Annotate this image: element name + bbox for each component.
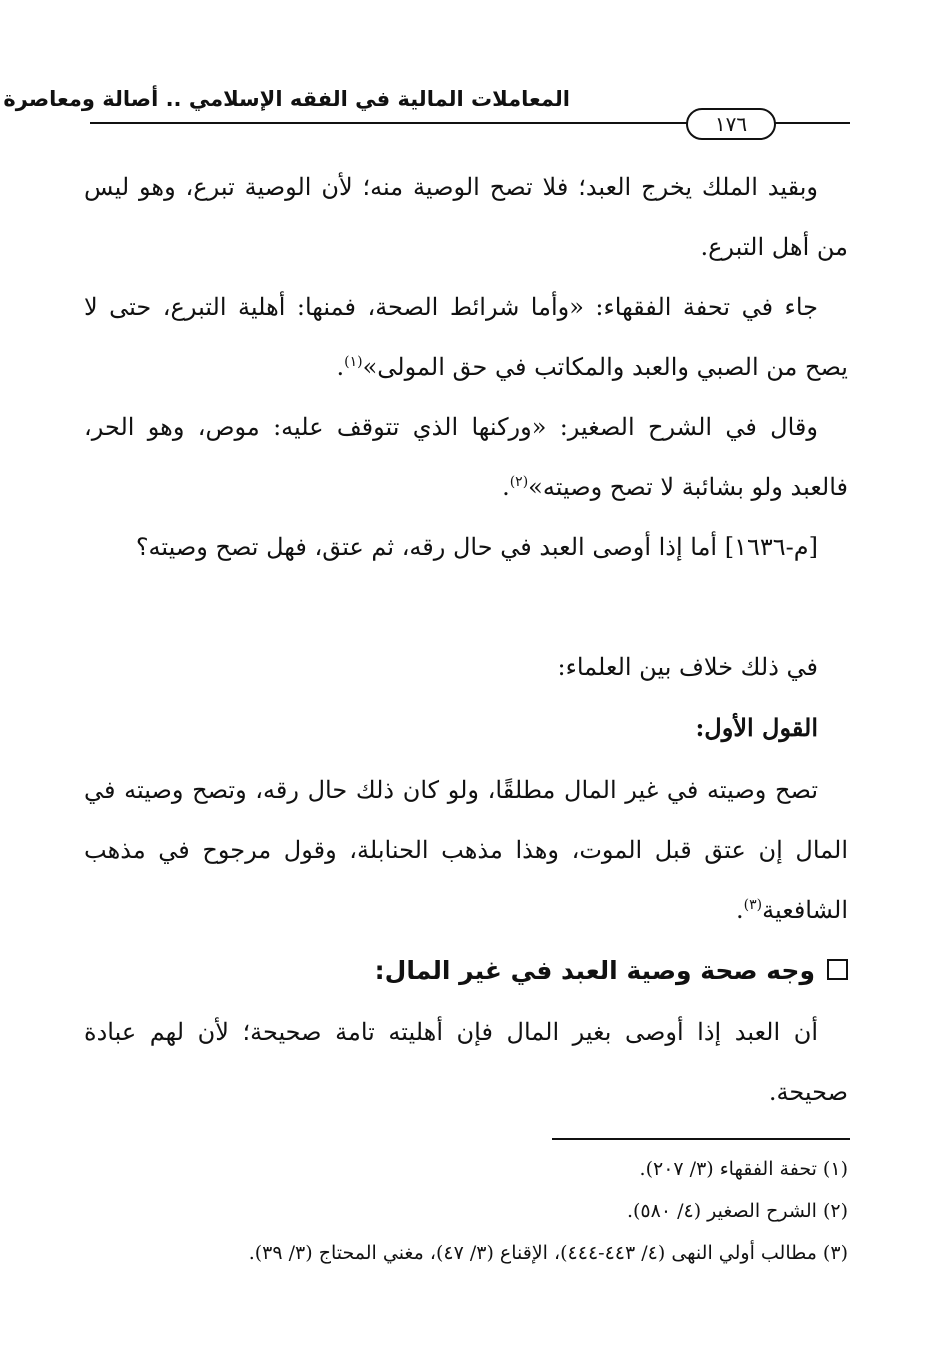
footnote-2: (٢) الشرح الصغير (٤/ ٥٨٠). [626, 1200, 848, 1222]
footnote-ref-2[interactable]: (٢) [509, 474, 529, 490]
footnote-ref-1[interactable]: (١) [344, 354, 363, 370]
paragraph-2: جاء في تحفة الفقهاء: «وأما شرائط الصحة، فمنها: أهلية التبرع، حتى لا يصح من الصبي والعبد والمكاتب في حق المولى»$^{(١)}$. [84, 293, 848, 381]
paragraph-2-text: جاء في تحفة الفقهاء: «وأما شرائط الصحة، فمنها: أهلية التبرع، حتى لا يصح من الصبي والعبد والمكاتب في حق المولى» [84, 293, 848, 381]
subheading-text: القول الأول: [695, 713, 818, 742]
paragraph-3: وقال في الشرح الصغير: «وركنها الذي تتوقف عليه: موص، وهو الحر، فالعبد ولو بشائبة لا تصح وصيته»$^{(٢)}$. [84, 413, 848, 501]
paragraph-6-text: تصح وصيته في غير المال مطلقًا، ولو كان ذلك حال رقه، وتصح وصيته في المال إن عتق قبل الموت، وهذا مذهب الحنابلة، وقول مرجوح في مذهب الشافعية [84, 776, 848, 924]
footnote-1: (١) تحفة الفقهاء (٣/ ٢٠٧). [639, 1158, 848, 1180]
square-bullet-icon [827, 959, 848, 980]
paragraph-1 [84, 157, 848, 277]
paragraph-5 [84, 637, 848, 697]
paragraph-7-text: أن العبد إذا أوصى بغير المال فإن أهليته تامة صحيحة؛ لأن لهم عبادة صحيحة. [84, 1018, 848, 1106]
paragraph-7 [84, 1002, 848, 1122]
paragraph-4-text: [م-١٦٣٦] أما إذا أوصى العبد في حال رقه، ثم عتق، فهل تصح وصيته؟ [135, 533, 818, 561]
paragraph-6: تصح وصيته في غير المال مطلقًا، ولو كان ذلك حال رقه، وتصح وصيته في المال إن عتق قبل الموت، وهذا مذهب الحنابلة، وقول مرجوح في مذهب الشافعية$^{(٣)}$. [84, 776, 848, 924]
footnote-3: (٣) مطالب أولي النهى (٤/ ٤٤٣-٤٤٤)، الإقناع (٣/ ٤٧)، مغني المحتاج (٣/ ٣٩). [248, 1242, 848, 1264]
footnote-separator [552, 1138, 850, 1140]
paragraph-5-text: في ذلك خلاف بين العلماء: [557, 653, 818, 681]
paragraph-4 [84, 517, 848, 577]
section-heading [84, 947, 848, 995]
page-number: ١٧٦ [686, 108, 776, 140]
paragraph-1-text: وبقيد الملك يخرج العبد؛ فلا تصح الوصية منه؛ لأن الوصية تبرع، وهو ليس من أهل التبرع. [84, 173, 848, 261]
paragraph-3-text: وقال في الشرح الصغير: «وركنها الذي تتوقف عليه: موص، وهو الحر، فالعبد ولو بشائبة لا تصح وصيته» [84, 413, 848, 501]
running-header-title: المعاملات المالية في الفقه الإسلامي .. أصالة ومعاصرة [3, 87, 570, 111]
footnote-ref-3[interactable]: (٣) [743, 897, 763, 913]
section-heading-text: وجه صحة وصية العبد في غير المال: [374, 956, 815, 985]
subheading-first-opinion [84, 698, 848, 758]
